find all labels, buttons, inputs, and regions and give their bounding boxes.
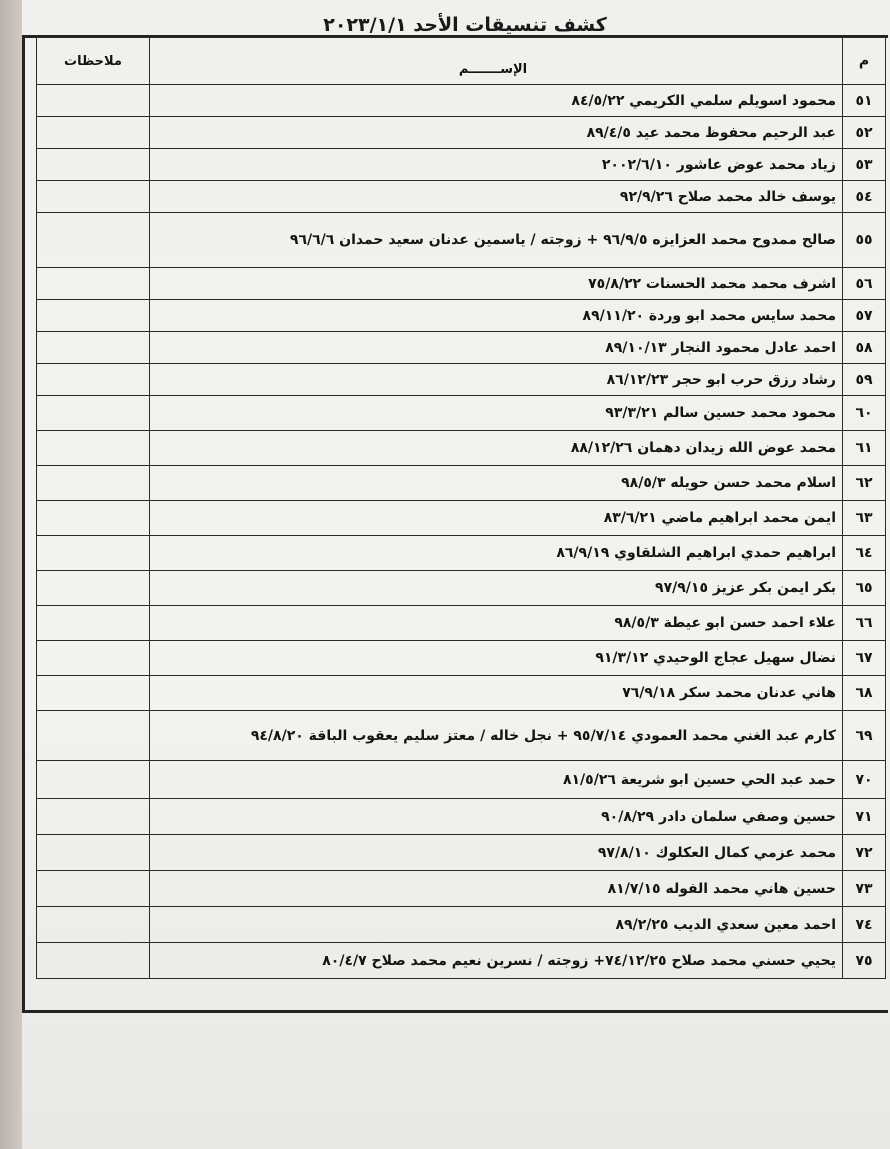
row-notes bbox=[37, 501, 150, 536]
row-name: هاني عدنان محمد سكر ٧٦/٩/١٨ bbox=[150, 676, 843, 711]
row-notes bbox=[37, 761, 150, 799]
row-notes bbox=[37, 396, 150, 431]
row-number: ٦٧ bbox=[843, 641, 886, 676]
table-row bbox=[37, 943, 886, 979]
row-number: ٥٤ bbox=[843, 181, 886, 213]
row-number: ٦٣ bbox=[843, 501, 886, 536]
table-row bbox=[37, 536, 886, 571]
header-name bbox=[150, 38, 843, 85]
row-notes bbox=[37, 332, 150, 364]
row-name: صالح ممدوح محمد العزايزه ٩٦/٩/٥ + زوجته / ياسمين عدنان سعيد حمدان ٩٦/٦/٦ bbox=[150, 213, 843, 268]
row-number: ٦٠ bbox=[843, 396, 886, 431]
table-row bbox=[37, 181, 886, 213]
header-notes: ملاحظات bbox=[37, 38, 150, 85]
row-notes bbox=[37, 431, 150, 466]
row-name: نضال سهيل عجاج الوحيدي ٩١/٣/١٢ bbox=[150, 641, 843, 676]
row-name: محمد عوض الله زيدان دهمان ٨٨/١٢/٢٦ bbox=[150, 431, 843, 466]
row-name: محمود اسويلم سلمي الكريمي ٨٤/٥/٢٢ bbox=[150, 85, 843, 117]
table-row bbox=[37, 501, 886, 536]
row-number: ٧٣ bbox=[843, 871, 886, 907]
row-number: ٥٥ bbox=[843, 213, 886, 268]
row-notes bbox=[37, 907, 150, 943]
row-notes bbox=[37, 711, 150, 761]
row-name: حسين وصفي سلمان دادر ٩٠/٨/٢٩ bbox=[150, 799, 843, 835]
row-name: عبد الرحيم محفوظ محمد عيد ٨٩/٤/٥ bbox=[150, 117, 843, 149]
table-row bbox=[37, 85, 886, 117]
table-body bbox=[37, 85, 886, 979]
table-row bbox=[37, 396, 886, 431]
row-name: ايمن محمد ابراهيم ماضي ٨٣/٦/٢١ bbox=[150, 501, 843, 536]
row-notes bbox=[37, 536, 150, 571]
row-number: ٦٤ bbox=[843, 536, 886, 571]
row-notes bbox=[37, 466, 150, 501]
table-row bbox=[37, 676, 886, 711]
row-notes bbox=[37, 300, 150, 332]
row-name: اشرف محمد محمد الحسنات ٧٥/٨/٢٢ bbox=[150, 268, 843, 300]
row-number: ٧٥ bbox=[843, 943, 886, 979]
coordination-table bbox=[36, 37, 886, 979]
row-number: ٧٠ bbox=[843, 761, 886, 799]
row-number: ٧١ bbox=[843, 799, 886, 835]
row-name: محمود محمد حسين سالم ٩٣/٣/٢١ bbox=[150, 396, 843, 431]
row-number: ٥١ bbox=[843, 85, 886, 117]
row-number: ٥٦ bbox=[843, 268, 886, 300]
row-number: ٦٦ bbox=[843, 606, 886, 641]
table-row bbox=[37, 431, 886, 466]
row-number: ٥٢ bbox=[843, 117, 886, 149]
table-row bbox=[37, 799, 886, 835]
page-shadow bbox=[0, 0, 22, 1149]
table-row bbox=[37, 332, 886, 364]
row-notes bbox=[37, 835, 150, 871]
row-number: ٦٥ bbox=[843, 571, 886, 606]
row-notes bbox=[37, 181, 150, 213]
row-notes bbox=[37, 268, 150, 300]
table-row bbox=[37, 835, 886, 871]
row-name: حمد عبد الحي حسين ابو شريعة ٨١/٥/٢٦ bbox=[150, 761, 843, 799]
row-number: ٥٩ bbox=[843, 364, 886, 396]
row-notes bbox=[37, 213, 150, 268]
row-name: محمد عزمي كمال العكلوك ٩٧/٨/١٠ bbox=[150, 835, 843, 871]
header-num: م bbox=[843, 38, 886, 85]
row-number: ٥٣ bbox=[843, 149, 886, 181]
row-name: يحيي حسني محمد صلاح ٧٤/١٢/٢٥+ زوجته / نسرين نعيم محمد صلاح ٨٠/٤/٧ bbox=[150, 943, 843, 979]
row-number: ٦٢ bbox=[843, 466, 886, 501]
row-notes bbox=[37, 85, 150, 117]
header-name-label: الإســـــــم bbox=[458, 62, 528, 77]
table-row bbox=[37, 149, 886, 181]
row-notes bbox=[37, 641, 150, 676]
table-row bbox=[37, 606, 886, 641]
table-row bbox=[37, 641, 886, 676]
row-notes bbox=[37, 676, 150, 711]
row-name: يوسف خالد محمد صلاح ٩٢/٩/٢٦ bbox=[150, 181, 843, 213]
row-name: زياد محمد عوض عاشور ٢٠٠٢/٦/١٠ bbox=[150, 149, 843, 181]
row-name: اسلام محمد حسن حويله ٩٨/٥/٣ bbox=[150, 466, 843, 501]
row-name: كارم عبد الغني محمد العمودي ٩٥/٧/١٤ + نجل خاله / معتز سليم يعقوب الباقة ٩٤/٨/٢٠ bbox=[150, 711, 843, 761]
document-title: كشف تنسيقات الأحد ٢٠٢٣/١/١ bbox=[323, 14, 607, 36]
row-name: ابراهيم حمدي ابراهيم الشلقاوي ٨٦/٩/١٩ bbox=[150, 536, 843, 571]
row-notes bbox=[37, 149, 150, 181]
table-header-row bbox=[37, 38, 886, 85]
row-notes bbox=[37, 943, 150, 979]
table-row bbox=[37, 300, 886, 332]
table-row bbox=[37, 711, 886, 761]
row-notes bbox=[37, 871, 150, 907]
row-number: ٦٨ bbox=[843, 676, 886, 711]
row-name: احمد عادل محمود النجار ٨٩/١٠/١٣ bbox=[150, 332, 843, 364]
row-notes bbox=[37, 364, 150, 396]
table-row bbox=[37, 871, 886, 907]
row-number: ٦٩ bbox=[843, 711, 886, 761]
row-name: حسين هاني محمد الفوله ٨١/٧/١٥ bbox=[150, 871, 843, 907]
row-name: علاء احمد حسن ابو عيطة ٩٨/٥/٣ bbox=[150, 606, 843, 641]
row-name: بكر ايمن بكر عزيز ٩٧/٩/١٥ bbox=[150, 571, 843, 606]
table-row bbox=[37, 571, 886, 606]
row-number: ٧٢ bbox=[843, 835, 886, 871]
row-notes bbox=[37, 606, 150, 641]
row-number: ٦١ bbox=[843, 431, 886, 466]
row-number: ٥٨ bbox=[843, 332, 886, 364]
row-name: محمد سايس محمد ابو وردة ٨٩/١١/٢٠ bbox=[150, 300, 843, 332]
row-name: احمد معين سعدي الديب ٨٩/٢/٢٥ bbox=[150, 907, 843, 943]
row-notes bbox=[37, 117, 150, 149]
table-row bbox=[37, 268, 886, 300]
table-row bbox=[37, 761, 886, 799]
table-row bbox=[37, 466, 886, 501]
table-row bbox=[37, 907, 886, 943]
table-row bbox=[37, 117, 886, 149]
table-row bbox=[37, 364, 886, 396]
row-notes bbox=[37, 799, 150, 835]
row-name: رشاد رزق حرب ابو حجر ٨٦/١٢/٢٣ bbox=[150, 364, 843, 396]
row-number: ٥٧ bbox=[843, 300, 886, 332]
table-row bbox=[37, 213, 886, 268]
row-number: ٧٤ bbox=[843, 907, 886, 943]
row-notes bbox=[37, 571, 150, 606]
